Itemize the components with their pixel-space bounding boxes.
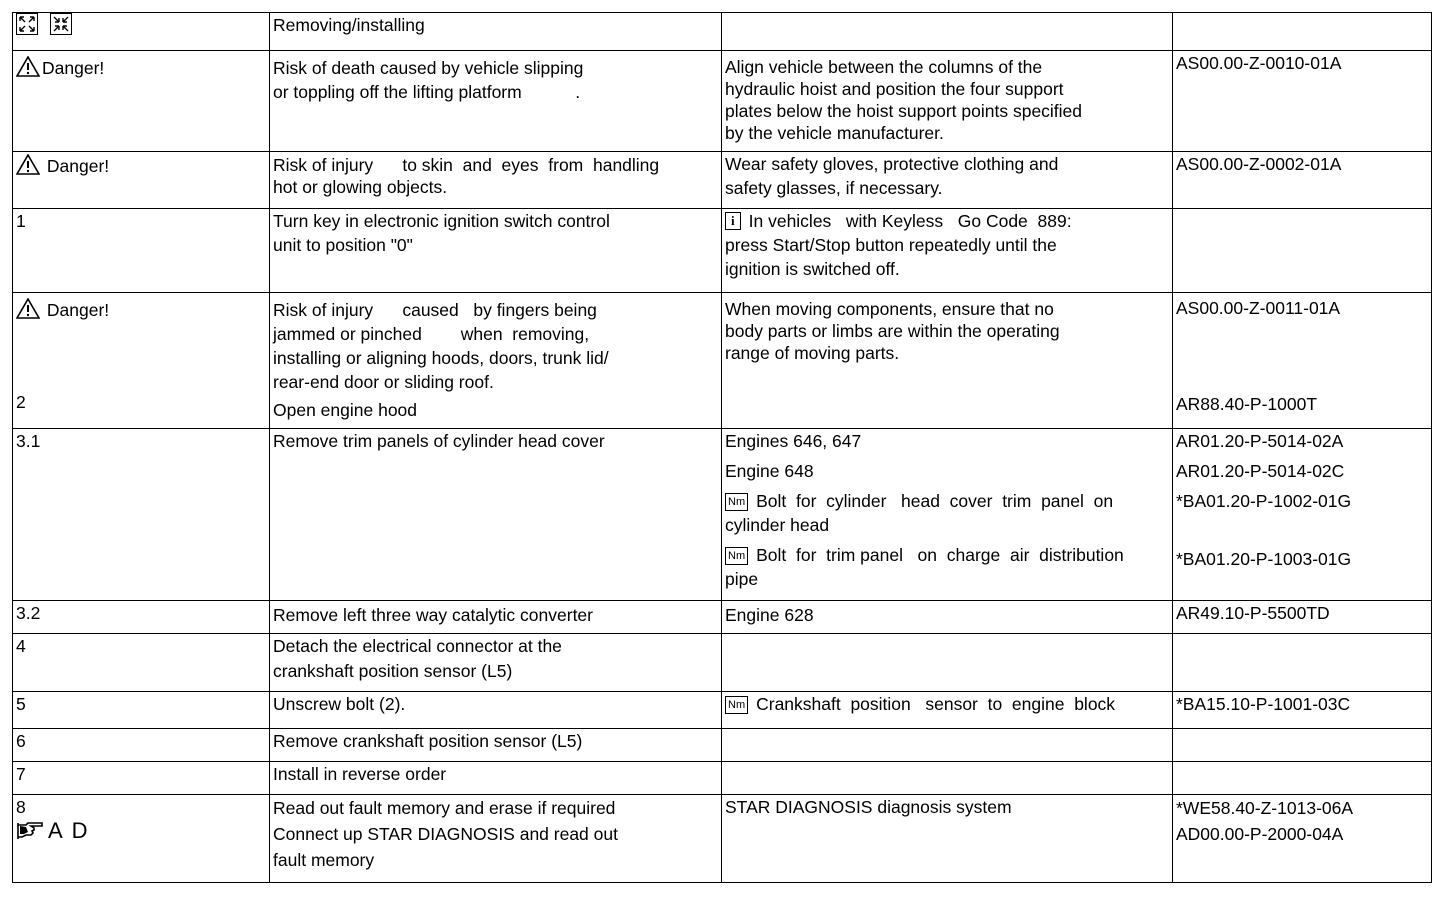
reference-link[interactable]: *WE58.40-Z-1013-06A xyxy=(1176,798,1354,818)
step-number: 3.1 xyxy=(13,429,270,601)
reference-link[interactable]: AR01.20-P-5014-02A xyxy=(1176,431,1344,451)
info-icon: i xyxy=(725,212,741,230)
reference-link[interactable]: AD00.00-P-2000-04A xyxy=(1176,824,1344,844)
collapse-icon[interactable] xyxy=(50,13,72,35)
warning-icon xyxy=(16,298,40,325)
table-row: 3.2 Remove left three way catalytic converter Engine 628 AR49.10-P-5500TD xyxy=(13,601,1432,634)
step-number: 7 xyxy=(13,762,270,795)
torque-icon: Nm xyxy=(725,696,748,714)
table-row: 1 Turn key in electronic ignition switch control unit to position "0" i In vehicles with Keyless Go Code 889: press Start/Stop button repeatedly until the ignition is switched off. xyxy=(13,209,1432,293)
step-number: 6 xyxy=(13,729,270,762)
table-row: 6 Remove crankshaft position sensor (L5) xyxy=(13,729,1432,762)
step-number: 1 xyxy=(13,209,270,293)
danger-label: Danger! xyxy=(46,300,110,320)
step-number: 8 xyxy=(16,797,26,817)
table-row: 4 Detach the electrical connector at the crankshaft position sensor (L5) xyxy=(13,634,1432,692)
reference-link[interactable]: *BA15.10-P-1001-03C xyxy=(1173,692,1432,729)
reference-link[interactable]: AS00.00-Z-0002-01A xyxy=(1173,152,1432,209)
header-icons xyxy=(13,13,270,51)
torque-icon: Nm xyxy=(725,547,748,565)
table-row: Danger! 2 Risk of injury caused by fingers being jammed or pinched when removing, installing or aligning hoods, doors, trunk lid/ rear-end door or sliding roof. Open engine hood When moving components, ensure that no body parts or limbs are within the operating range of moving parts. AS00.00-Z-0011-01A AR88.40-P-1000T xyxy=(13,293,1432,429)
step-number: 4 xyxy=(13,634,270,692)
torque-icon: Nm xyxy=(725,493,748,511)
pointing-hand-icon xyxy=(16,820,44,846)
section-title: Removing/installing xyxy=(270,13,722,51)
step-number: 2 xyxy=(16,392,26,412)
table-row xyxy=(13,13,1432,51)
step-number: 5 xyxy=(13,692,270,729)
step-number: 3.2 xyxy=(13,601,270,634)
table-row: Danger! Risk of injury to skin and eyes from handling hot or glowing objects. Wear safety gloves, protective clothing and safety glasses, if necessary. AS00.00-Z-0002-01A xyxy=(13,152,1432,209)
reference-link[interactable]: AR49.10-P-5500TD xyxy=(1173,601,1432,634)
ad-label: A D xyxy=(48,818,90,843)
danger-label: Danger! xyxy=(46,156,110,176)
table-row: 3.1 Remove trim panels of cylinder head cover Engines 646, 647 Engine 648 Nm Bolt for cylinder head cover trim panel on cylinder head Nm Bolt for trim panel on charge air distribution pipe AR01.20-P-5014-02A AR01.20-P-5014-02C *BA01.20-P-1002-01G *BA01.20-P-1003-01G xyxy=(13,429,1432,601)
reference-link[interactable]: AR88.40-P-1000T xyxy=(1176,394,1318,414)
reference-link[interactable]: AS00.00-Z-0010-01A xyxy=(1173,51,1432,152)
procedure-table xyxy=(12,12,1432,883)
danger-label: Danger! xyxy=(42,58,105,78)
table-row: Danger! Risk of death caused by vehicle slipping or toppling off the lifting platform . Align vehicle between the columns of the hydraulic hoist and position the four support plates below the hoist support points specified by the vehicle manufacturer. AS00.00-Z-0010-01A xyxy=(13,51,1432,152)
warning-icon xyxy=(16,154,40,181)
table-row: 5 Unscrew bolt (2). Nm Crankshaft position sensor to engine block *BA15.10-P-1001-03C xyxy=(13,692,1432,729)
warning-icon xyxy=(16,56,40,83)
table-row: 7 Install in reverse order xyxy=(13,762,1432,795)
reference-link[interactable]: AR01.20-P-5014-02C xyxy=(1176,461,1345,481)
reference-link[interactable]: *BA01.20-P-1003-01G xyxy=(1176,549,1352,569)
reference-link[interactable]: *BA01.20-P-1002-01G xyxy=(1176,491,1352,511)
reference-link[interactable]: AS00.00-Z-0011-01A xyxy=(1176,298,1341,318)
table-row: 8 A D Read out fault memory and erase if required Connect up STAR DIAGNOSIS and read out fault memory STAR DIAGNOSIS diagnosis system *WE58.40-Z-1013-06A AD00.00-P-2000-04A xyxy=(13,795,1432,883)
expand-icon[interactable] xyxy=(16,13,38,35)
